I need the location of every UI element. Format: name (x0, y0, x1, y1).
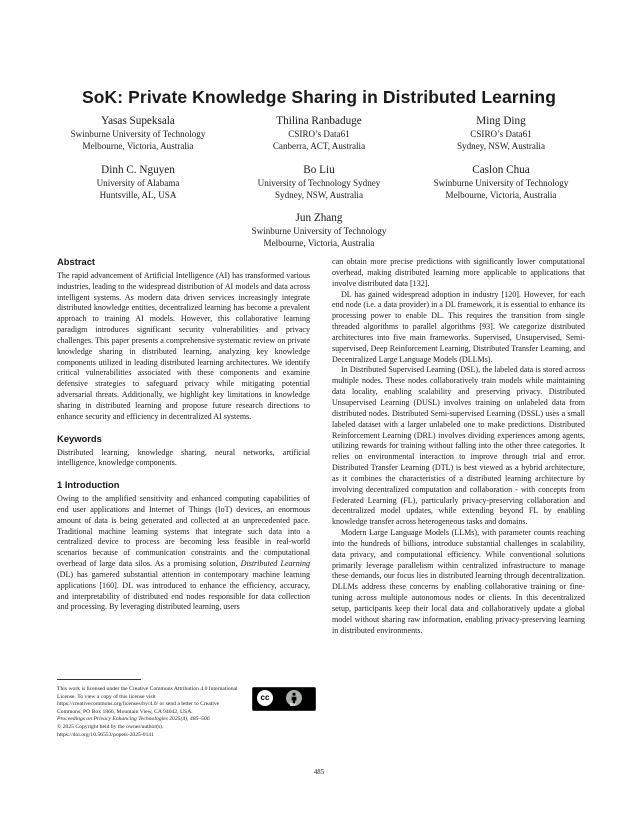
keywords-heading: Keywords (57, 432, 102, 444)
body-paragraph: In Distributed Supervised Learning (DSL), the labeled data is stored across multiple nodes. These nodes collaboratively train models while maintaining data locality, enabling scalability and preserving privacy. Distributed Unsupervised Learning (DUSL) involves training on unlabeled data from distributed nodes. Distributed Semi-supervised Learning (DSSL) uses a small labeled dataset with a larger unlabeled one to make predictions. Distributed Reinforcement Learning (DRL) involves dividing experiences among agents, utilizing rewards for training without falling into the other three categories. It relies on environmental interaction to improve through trial and error. Distributed Transfer Learning (DTL) is best viewed as a hybrid architecture, as it combines the characteristics of a distributed learning architecture by involving decentralized computation and collaboration - with concepts from Federated Learning (FL), particularly privacy-preserving collaboration and decentralized model updates, while extending beyond FL by enabling knowledge transfer across heterogeneous tasks and domains. (332, 365, 585, 527)
author-block (229, 211, 409, 249)
footnote-rule (57, 679, 141, 680)
doi-link[interactable]: https://doi.org/10.56553/popets-2025-0141 (57, 731, 155, 738)
author-name: Yasas Supeksala (101, 115, 175, 127)
paper-title: SoK: Private Knowledge Sharing in Distributed Learning (81, 87, 557, 107)
author-affiliation: University of Alabama (96, 178, 180, 188)
author-location: Melbourne, Victoria, Australia (445, 190, 557, 200)
author-block (48, 163, 228, 201)
author-affiliation: Swinburne University of Technology (70, 129, 206, 139)
keywords-text: Distributed learning, knowledge sharing, neural networks, artificial intelligence, knowledge components. (57, 447, 310, 468)
author-name: Dinh C. Nguyen (101, 164, 175, 176)
author-location: Sydney, NSW, Australia (457, 141, 545, 151)
author-name: Jun Zhang (295, 212, 343, 224)
author-location: Canberra, ACT, Australia (272, 141, 366, 151)
author-affiliation: University of Technology Sydney (257, 178, 381, 188)
author-location: Sydney, NSW, Australia (275, 190, 363, 200)
intro-text-part-1: Owing to the amplified sensitivity and enhanced computing capabilities of end user applications and Internet of Things (IoT) devices, an enormous amount of data is being generated and collected at an unprecedented pace. Traditional machine learning systems that integrate such data into a centralized device to process are becoming less feasible in real-world scenarios because of communication constraints and the computational overhead of large data silos. As a promising solution, (57, 494, 310, 569)
cc-license-icon: cc (257, 690, 273, 706)
author-block (229, 163, 409, 201)
author-block (411, 114, 591, 152)
abstract-text: The rapid advancement of Artificial Intelligence (AI) has transformed various industries, leading to the widespread distribution of AI models and data across intelligent systems. As modern data driven services increasingly integrate distributed knowledge entities, decentralized learning has become a prevalent approach to training AI models. However, this collaborative learning paradigm introduces significant security vulnerabilities and privacy challenges. This paper presents a comprehensive systematic review on private knowledge sharing in distributed learning, analyzing key knowledge components utilized in leading distributed learning architectures. We identify critical vulnerabilities associated with these components and examine defensive strategies to safeguard privacy while mitigating potential adversarial threats. Additionally, we highlight key limitations in knowledge sharing in distributed learning and propose future research directions to enhance security and efficiency in decentralized AI systems. (57, 270, 310, 421)
cc-badge-label: BY (289, 702, 297, 708)
intro-paragraph (57, 494, 310, 613)
proceedings-line: Proceedings on Privacy Enhancing Technologies 2025(4), 485–506 (57, 716, 210, 723)
author-location: Melbourne, Victoria, Australia (263, 238, 375, 248)
author-name: Caslon Chua (472, 164, 530, 176)
author-affiliation: CSIRO’s Data61 (288, 129, 350, 139)
author-location: Melbourne, Victoria, Australia (82, 141, 194, 151)
intro-emphasis: Distributed Learning (240, 559, 310, 569)
body-paragraph: can obtain more precise predictions with significantly lower computational overhead, making distributed learning more applicable to applications that involve distributed data [132]. (332, 257, 585, 288)
body-paragraph: Modern Large Language Models (LLMs), with parameter counts reaching into the hundreds of billions, introduce substantial challenges in scalability, data privacy, and computational efficiency. While conventional solutions primarily leverage parallelism within centralized infrastructure to manage these demands, our focus lies in distributed learning through decentralization. DLLMs address these concerns by enabling collaborative training or fine-tuning across multiple autonomous nodes or clients. In this decentralized setup, participants keep their local data and collaboratively update a global model without sharing raw information, enabling privacy-preserving learning in distributed environments. (332, 528, 585, 635)
author-block (403, 163, 599, 201)
author-name: Bo Liu (303, 164, 335, 176)
author-name: Ming Ding (476, 115, 526, 127)
abstract-heading: Abstract (57, 256, 96, 267)
right-column (332, 257, 585, 637)
intro-text-part-2: (DL) has garnered substantial attention in contemporary machine learning applications [160]. DL was introduced to enhance the efficiency, accuracy, and interpretability of distributed end nodes responsible for data collection and processing. By leveraging distributed learning, users (57, 569, 310, 612)
license-row (57, 686, 317, 716)
left-column (57, 257, 310, 613)
section-heading-introduction: 1 Introduction (57, 479, 120, 491)
license-text: This work is licensed under the Creative Commons Attribution 4.0 International License. To view a copy of this license visit https://creativecommons.org/licenses/by/4.0/ or send a letter to Creative Commons, PO Box 1866, Mountain View, CA 94042, USA. (57, 686, 238, 715)
body-paragraph: DL has gained widespread adoption in industry [120]. However, for each end node (i.e. a data provider) in a DL framework, it is essential to enhance its processing power to enable DL. This requires the transition from single threaded algorithms to parallel algorithms [93]. We categorize distributed architectures into five main frameworks. Supervised, Unsupervised, Semi-supervised, Deep Reinforcement Learning, Distributed Transfer Learning, and Decentralized Large Language Models (DLLMs). (332, 289, 585, 364)
author-block (229, 114, 409, 152)
page-number: 485 (313, 769, 325, 776)
author-block (48, 114, 228, 152)
copyright-line: © 2025 Copyright held by the owner/author(s). (57, 723, 164, 730)
author-affiliation: Swinburne University of Technology (251, 226, 387, 236)
license-footnote (57, 679, 317, 739)
author-affiliation: CSIRO’s Data61 (470, 129, 532, 139)
author-location: Huntsville, AL, USA (99, 190, 177, 200)
author-name: Thilina Ranbaduge (276, 115, 362, 127)
cc-by-badge[interactable] (252, 687, 316, 711)
author-affiliation: Swinburne University of Technology (433, 178, 569, 188)
